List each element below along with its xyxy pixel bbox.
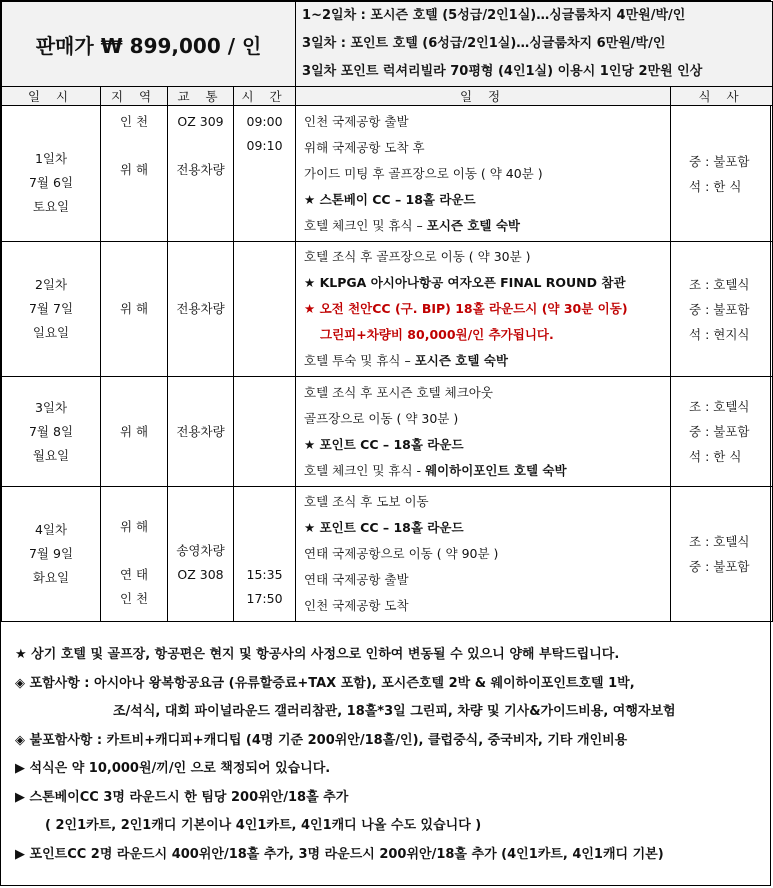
day-row-4 xyxy=(2,487,773,622)
day-row-3 xyxy=(2,377,773,487)
meal-line: 조 : 호텔식 xyxy=(689,534,750,549)
region-label: 인 천 xyxy=(119,114,149,129)
region-label: 위 해 xyxy=(119,423,149,439)
plan-line-highlight: ★ 스톤베이 CC – 18홀 라운드 xyxy=(304,191,476,207)
hotel-name: 포시즌 호텔 숙박 xyxy=(414,353,508,368)
plan-line: 가이드 미팅 후 골프장으로 이동 ( 약 40분 ) xyxy=(304,165,543,181)
col-header-date: 일 시 xyxy=(2,87,101,106)
col-header-region: 지 역 xyxy=(101,87,168,106)
col-header-plan: 일 정 xyxy=(296,87,671,106)
plan-line: 인천 국제공항 도착 xyxy=(304,598,409,613)
region-label: 연 태 xyxy=(119,567,149,582)
note-line: ◈ 불포함사항 : 카트비+캐디피+캐디팁 (4명 기준 200위안/18홀/인), 클럽중식, 중국비자, 기타 개인비용 xyxy=(15,732,628,748)
header-row xyxy=(2,2,773,87)
plan-line: 연태 국제공항 출발 xyxy=(304,572,409,587)
meal-line: 석 : 한 식 xyxy=(689,178,742,194)
transport-label: 전용차량 xyxy=(176,301,225,316)
hotel-line: 3일차 포인트 럭셔리빌라 70평형 (4인1실) 이용시 1인당 2만원 인상 xyxy=(302,64,703,79)
notes-section xyxy=(1,637,772,869)
time-cell xyxy=(234,106,296,242)
weekday-label: 화요일 xyxy=(32,570,70,585)
plan-text: 호텔 투숙 및 휴식 – xyxy=(304,353,415,368)
date-label: 7월 6일 xyxy=(28,174,74,190)
plan-line xyxy=(304,348,662,374)
region-label: 위 해 xyxy=(119,519,149,534)
meal-line: 조 : 호텔식 xyxy=(689,276,750,292)
note-line: ◈ 포함사항 : 아시아나 왕복항공요금 (유류할증료+TAX 포함), 포시즌호텔 2박 & 웨이하이포인트호텔 1박, xyxy=(15,675,635,691)
transport-cell xyxy=(168,377,234,487)
time-label: 17:50 xyxy=(246,591,283,606)
plan-line: 골프장으로 이동 ( 약 30분 ) xyxy=(304,410,459,426)
meal-line: 중 : 불포함 xyxy=(689,424,750,439)
plan-line: 인천 국제공항 출발 xyxy=(304,113,409,129)
meal-line: 중 : 불포함 xyxy=(689,301,750,317)
day-label: 4일차 xyxy=(34,522,68,537)
weekday-label: 일요일 xyxy=(32,325,70,340)
meal-line: 중 : 불포함 xyxy=(689,559,750,574)
transport-label: 전용차량 xyxy=(176,423,225,439)
region-cell xyxy=(101,377,168,487)
plan-line-highlight: ★ KLPGA 아시아나항공 여자오픈 FINAL ROUND 참관 xyxy=(304,275,626,290)
plan-line: 호텔 조식 후 도보 이동 xyxy=(304,494,429,509)
col-header-transport: 교 통 xyxy=(168,87,234,106)
day-label: 2일차 xyxy=(34,277,68,292)
plan-line-highlight: ★ 포인트 CC – 18홀 라운드 xyxy=(304,436,464,452)
plan-cell xyxy=(296,106,671,242)
meal-line: 조 : 호텔식 xyxy=(689,399,750,414)
day-row-1 xyxy=(2,106,773,242)
transport-cell xyxy=(168,487,234,622)
time-cell xyxy=(234,242,296,377)
day-row-2 xyxy=(2,242,773,377)
transport-cell xyxy=(168,106,234,242)
plan-line xyxy=(304,213,662,239)
time-label: 09:10 xyxy=(246,138,283,153)
plan-line-option: 그린피+차량비 80,000원/인 추가됩니다. xyxy=(320,327,554,342)
transport-cell xyxy=(168,242,234,377)
note-line: ★ 상기 호텔 및 골프장, 항공편은 현지 및 항공사의 사정으로 인하여 변동될 수 있으니 양해 부탁드립니다. xyxy=(15,647,620,662)
plan-line: 호텔 조식 후 골프장으로 이동 ( 약 30분 ) xyxy=(304,249,531,264)
meal-cell xyxy=(671,242,773,377)
hotel-name: 웨이하이포인트 호텔 숙박 xyxy=(425,462,567,478)
hotel-info xyxy=(296,2,773,87)
note-line: 조/석식, 대회 파이널라운드 갤러리참관, 18홀*3일 그린피, 차량 및 기사&가이드비용, 여행자보험 xyxy=(113,704,676,719)
plan-line-highlight: ★ 포인트 CC – 18홀 라운드 xyxy=(304,520,464,535)
date-label: 7월 7일 xyxy=(28,301,74,316)
date-label: 7월 8일 xyxy=(28,423,74,439)
schedule-table xyxy=(1,1,773,622)
note-line: ▶ 석식은 약 10,000원/끼/인 으로 책정되어 있습니다. xyxy=(15,761,331,776)
time-cell xyxy=(234,377,296,487)
region-cell xyxy=(101,487,168,622)
meal-line: 중 : 불포함 xyxy=(689,153,750,169)
col-header-meals: 식 사 xyxy=(671,87,773,106)
meal-cell xyxy=(671,106,773,242)
hotel-line: 1~2일차 : 포시즌 호텔 (5성급/2인1실)…싱글룸차지 4만원/박/인 xyxy=(302,8,686,23)
plan-line: 호텔 조식 후 포시즌 호텔 체크아웃 xyxy=(304,384,493,400)
meal-line: 석 : 한 식 xyxy=(689,449,742,464)
col-header-time: 시 간 xyxy=(234,87,296,106)
plan-line-option: ★ 오전 천안CC (구. BIP) 18홀 라운드시 (약 30분 이동) xyxy=(304,301,628,316)
hotel-name: 포시즌 호텔 숙박 xyxy=(426,217,520,233)
plan-line: 위해 국제공항 도착 후 xyxy=(304,139,425,155)
column-header-row xyxy=(2,87,773,106)
region-label: 위 해 xyxy=(119,162,149,177)
meal-cell xyxy=(671,377,773,487)
price-title: 판매가 ₩ 899,000 / 인 xyxy=(2,2,296,87)
hotel-line: 3일차 : 포인트 호텔 (6성급/2인1실)…싱글룸차지 6만원/박/인 xyxy=(302,36,666,51)
plan-cell xyxy=(296,242,671,377)
plan-line xyxy=(304,458,662,484)
note-line: ▶ 스톤베이CC 3명 라운드시 한 팀당 200위안/18홀 추가 xyxy=(15,789,349,805)
plan-cell xyxy=(296,487,671,622)
transport-label: 전용차량 xyxy=(176,162,225,177)
region-label: 인 천 xyxy=(119,591,149,606)
region-cell xyxy=(101,242,168,377)
plan-line: 연태 국제공항으로 이동 ( 약 90분 ) xyxy=(304,546,499,561)
plan-text: 호텔 체크인 및 휴식 - xyxy=(304,462,426,478)
plan-cell xyxy=(296,377,671,487)
transport-label: 송영차량 xyxy=(176,543,225,558)
meal-line: 석 : 현지식 xyxy=(689,326,750,342)
time-cell xyxy=(234,487,296,622)
region-cell xyxy=(101,106,168,242)
flight-label: OZ 308 xyxy=(177,567,224,582)
date-label: 7월 9일 xyxy=(28,546,74,561)
day-label: 3일차 xyxy=(34,399,68,415)
plan-text: 호텔 체크인 및 휴식 – xyxy=(304,217,427,233)
time-label: 09:00 xyxy=(246,114,283,129)
note-line: ▶ 포인트CC 2명 라운드시 400위안/18홀 추가, 3명 라운드시 200위안/18홀 추가 (4인1카트, 4인1캐디 기본) xyxy=(15,846,664,862)
date-cell xyxy=(2,106,101,242)
meal-cell xyxy=(671,487,773,622)
date-cell xyxy=(2,377,101,487)
day-label: 1일차 xyxy=(34,150,68,166)
time-label: 15:35 xyxy=(246,567,283,582)
region-label: 위 해 xyxy=(119,301,149,316)
weekday-label: 토요일 xyxy=(32,198,70,214)
date-cell xyxy=(2,487,101,622)
note-line: ( 2인1카트, 2인1캐디 기본이나 4인1카트, 4인1캐디 나올 수도 있습니다 ) xyxy=(45,818,482,833)
date-cell xyxy=(2,242,101,377)
weekday-label: 월요일 xyxy=(32,447,70,463)
flight-label: OZ 309 xyxy=(177,114,224,129)
